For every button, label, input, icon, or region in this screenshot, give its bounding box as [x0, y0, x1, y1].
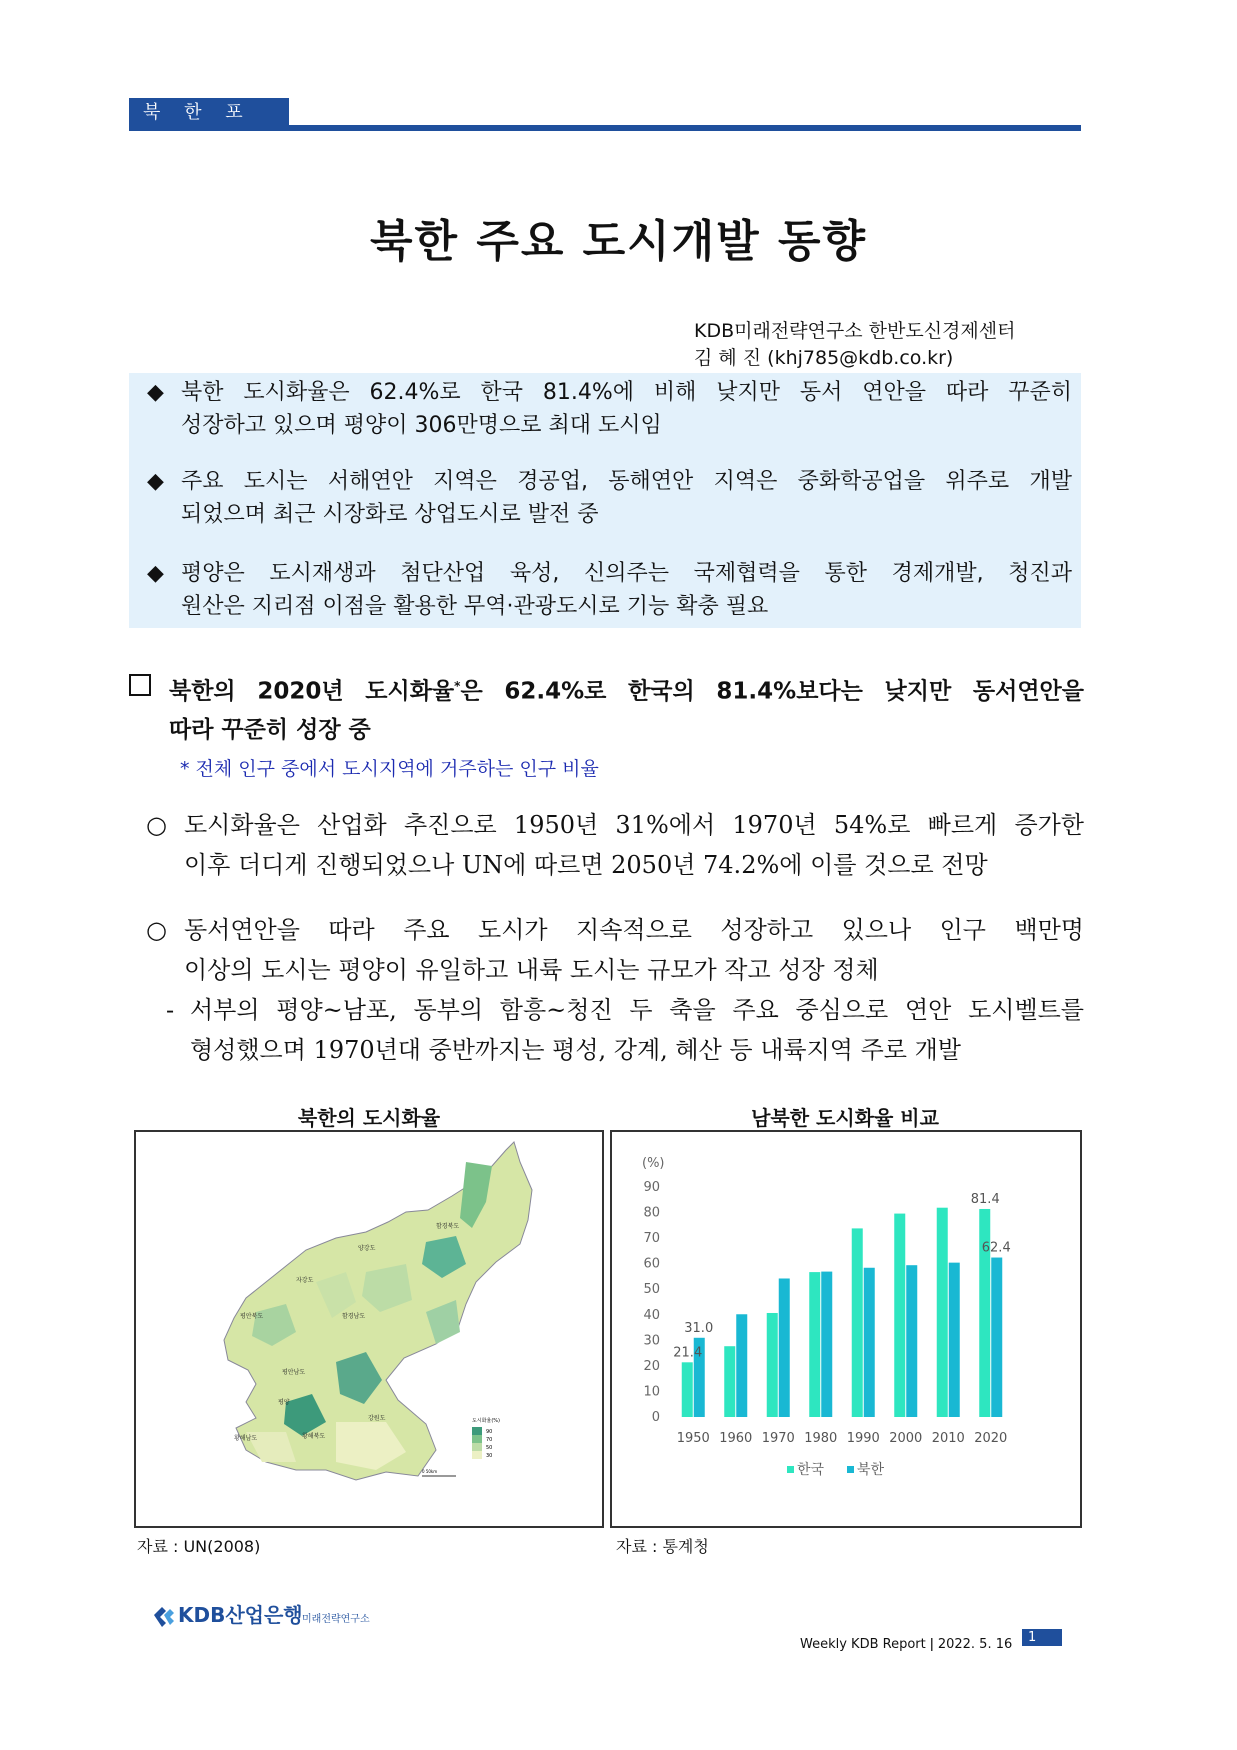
x-tick-label: 1970 [761, 1431, 795, 1446]
map-source: 자료 : UN(2008) [137, 1537, 261, 1556]
bar-북한-2020 [991, 1258, 1002, 1417]
dash-line: 서부의 평양~남포, 동부의 함흥~청진 두 축을 주요 중심으로 연안 도시벨트를 [190, 996, 1084, 1024]
bar-북한-1970 [779, 1278, 790, 1417]
bar-한국-1970 [767, 1313, 778, 1417]
y-tick-label: 30 [643, 1333, 660, 1349]
data-label: 62.4 [981, 1240, 1011, 1256]
legend-value: 90 [486, 1429, 493, 1435]
bar-북한-2000 [906, 1265, 917, 1417]
bar-한국-2010 [937, 1208, 948, 1417]
author-org: KDB미래전략연구소 한반도신경제센터 [694, 320, 1016, 342]
map-title: 북한의 도시화율 [297, 1106, 441, 1130]
y-axis-label: (%) [642, 1156, 665, 1171]
region-label: 평안남도 [282, 1369, 306, 1376]
summary-line: 성장하고 있으며 평양이 306만명으로 최대 도시임 [181, 413, 662, 438]
y-tick-label: 20 [643, 1358, 660, 1374]
kdb-logo-icon [154, 1607, 166, 1627]
region-label: 평안북도 [240, 1313, 264, 1320]
x-tick-label: 1960 [719, 1431, 753, 1446]
header-rule [129, 125, 1081, 131]
summary-line: 되었으며 최근 시장화로 상업도시로 발전 중 [181, 502, 599, 527]
paragraph-line: 이후 더디게 진행되었으나 UN에 따르면 2050년 74.2%에 이를 것으로 전망 [184, 851, 988, 879]
map-legend [472, 1417, 500, 1459]
x-tick-label: 2000 [889, 1431, 923, 1446]
dash-bullet: - [166, 996, 175, 1024]
logo-main: KDB산업은행 [178, 1603, 303, 1627]
paragraph-line: 동서연안을 따라 주요 도시가 지속적으로 성장하고 있으나 인구 백만명 [184, 916, 1084, 944]
legend-label: 북한 [857, 1462, 885, 1478]
diamond-bullet-icon: ◆ [147, 561, 164, 586]
legend-value: 70 [486, 1437, 493, 1443]
bar-한국-1950 [682, 1362, 693, 1417]
logo-sub: 미래전략연구소 [302, 1614, 370, 1625]
data-label: 31.0 [684, 1320, 714, 1336]
y-tick-label: 70 [643, 1231, 660, 1247]
x-tick-label: 2010 [931, 1431, 965, 1446]
section-heading [129, 667, 1084, 749]
summary-line: 주요 도시는 서해연안 지역은 경공업, 동해연안 지역은 중화학공업을 위주로 개발 [181, 469, 1072, 494]
summary-line: 북한 도시화율은 62.4%로 한국 81.4%에 비해 낮지만 동서 연안을 따라 꾸준히 [181, 380, 1072, 405]
bar-북한-2010 [949, 1263, 960, 1417]
x-tick-label: 2020 [974, 1431, 1008, 1446]
region-label: 황해북도 [302, 1433, 326, 1440]
region-label: 함경남도 [342, 1313, 366, 1320]
legend-swatch [847, 1466, 854, 1473]
summary-item [147, 376, 1072, 442]
diamond-bullet-icon: ◆ [147, 380, 164, 405]
bar-한국-2000 [894, 1214, 905, 1417]
chart-source: 자료 : 통계청 [616, 1537, 709, 1556]
summary-item [147, 557, 1072, 623]
section-heading-line: 따라 꾸준히 성장 중 [169, 716, 371, 743]
y-tick-label: 10 [643, 1384, 660, 1400]
region-label: 자강도 [296, 1277, 314, 1284]
circle-bullet-icon: ○ [146, 811, 167, 839]
legend-value: 50 [486, 1445, 493, 1451]
page-number: 1 [1022, 1629, 1062, 1646]
circle-bullet-icon: ○ [146, 916, 167, 944]
region-label: 평양 [278, 1399, 290, 1406]
x-tick-label: 1950 [676, 1431, 710, 1446]
legend-title: 도시화율(%) [472, 1418, 500, 1424]
kdb-logo [150, 1600, 390, 1634]
bar-북한-1980 [821, 1272, 832, 1417]
checkbox-square-icon [129, 674, 151, 696]
bar-chart [612, 1132, 1080, 1526]
legend-label: 한국 [797, 1462, 825, 1478]
diamond-bullet-icon: ◆ [147, 469, 164, 494]
summary-item [147, 465, 1072, 531]
paragraph [146, 805, 1084, 885]
north-korea-map [136, 1132, 602, 1526]
page-title: 북한 주요 도시개발 동향 [370, 216, 867, 267]
bar-북한-1960 [736, 1314, 747, 1417]
footnote: * 전체 인구 중에서 도시지역에 거주하는 인구 비율 [180, 758, 599, 780]
y-tick-label: 0 [651, 1410, 660, 1425]
y-tick-label: 60 [643, 1256, 660, 1272]
legend-swatch [787, 1466, 794, 1473]
y-tick-label: 80 [643, 1205, 660, 1221]
paragraph-line: 도시화율은 산업화 추진으로 1950년 31%에서 1970년 54%로 빠르게 증가한 [184, 811, 1084, 839]
dash-line: 형성했으며 1970년대 중반까지는 평성, 강계, 혜산 등 내륙지역 주로 개발 [190, 1036, 961, 1064]
report-footer: Weekly KDB Report ǀ 2022. 5. 16 [800, 1637, 1013, 1652]
data-label: 81.4 [970, 1191, 1000, 1207]
summary-line: 평양은 도시재생과 첨단산업 육성, 신의주는 국제협력을 통한 경제개발, 청진과 [181, 561, 1072, 586]
section-heading-line: 북한의 2020년 도시화율*은 62.4%로 한국의 81.4%보다는 낮지만 동서연안을 [169, 678, 1084, 705]
summary-box [129, 373, 1081, 628]
chart-title: 남북한 도시화율 비교 [751, 1106, 939, 1130]
region-label: 황해남도 [234, 1435, 258, 1442]
map-figure [134, 1130, 604, 1528]
author-block [694, 318, 1015, 372]
bar-한국-1960 [724, 1346, 735, 1417]
section-tag: 북 한 포 커 스 [129, 98, 289, 128]
chart-figure [610, 1130, 1082, 1528]
legend-value: 30 [486, 1453, 493, 1459]
x-tick-label: 1990 [846, 1431, 880, 1446]
dash-item [166, 990, 1084, 1070]
x-tick-label: 1980 [804, 1431, 838, 1446]
y-tick-label: 40 [643, 1307, 660, 1323]
region-label: 함경북도 [436, 1223, 460, 1230]
paragraph [146, 910, 1084, 990]
author-name: 김 혜 진 (khj785@kdb.co.kr) [694, 347, 954, 369]
bar-북한-1990 [864, 1268, 875, 1417]
region-label: 강원도 [368, 1415, 386, 1422]
y-tick-label: 90 [643, 1180, 660, 1195]
summary-line: 원산은 지리점 이점을 활용한 무역·관광도시로 기능 확충 필요 [181, 594, 769, 619]
bar-한국-1990 [852, 1228, 863, 1417]
bar-한국-1980 [809, 1272, 820, 1417]
y-tick-label: 50 [643, 1282, 660, 1298]
map-scale-label: 0 50km [422, 1469, 438, 1474]
data-label: 21.4 [673, 1345, 703, 1361]
paragraph-line: 이상의 도시는 평양이 유일하고 내륙 도시는 규모가 작고 성장 정체 [184, 956, 879, 984]
region-label: 양강도 [358, 1245, 376, 1252]
